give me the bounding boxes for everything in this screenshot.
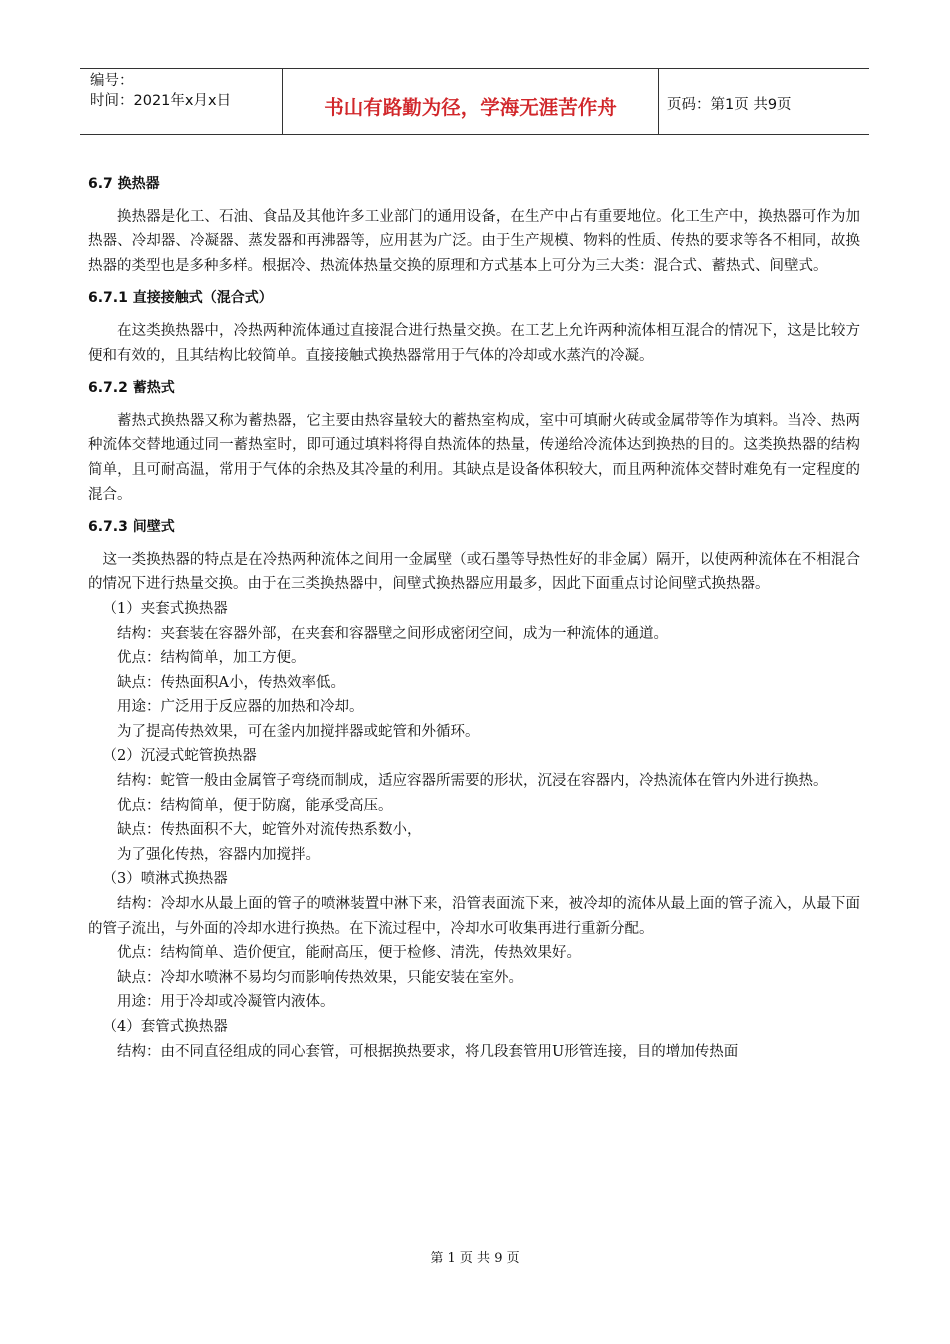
- item1-disadvantage: 缺点：传热面积A小，传热效率低。: [117, 674, 345, 691]
- subsection-title-673: 6.7.3 间壁式: [88, 519, 175, 536]
- header-motto: 书山有路勤为径，学海无涯苦作舟: [283, 69, 659, 134]
- page-footer: 第 1 页 共 9 页: [430, 1251, 520, 1266]
- subsection-text-672: 蓄热式换热器又称为蓄热器，它主要由热容量较大的蓄热室构成，室中可填耐火砖或金属带等作为填料。当冷、热两种流体交替地通过同一蓄热室时，即可通过填料将得自热流体的热量，传递给冷流体达到换热的目的。这类换热器的结构简单，且可耐高温，常用于气体的余热及其冷量的利用。其缺点是设备体积较大，而且两种流体交替时难免有一定程度的混合。: [88, 412, 860, 503]
- item2-structure: 结构：蛇管一般由金属管子弯绕而制成，适应容器所需要的形状，沉浸在容器内，冷热流体在管内外进行换热。: [117, 773, 828, 790]
- item3-structure: 结构：冷却水从最上面的管子的喷淋装置中淋下来，沿管表面流下来，被冷却的流体从最上面的管子流入，从最下面的管子流出，与外面的冷却水进行换热。在下流过程中，冷却水可收集再进行重新分配。: [88, 896, 860, 937]
- item4-title: （4）套管式换热器: [102, 1019, 228, 1035]
- subsection-intro-673: 这一类换热器的特点是在冷热两种流体之间用一金属壁（或石墨等导热性好的非金属）隔开，以使两种流体在不相混合的情况下进行热量交换。由于在三类换热器中，间壁式换热器应用最多，因此下面重点讨论间壁式换热器。: [88, 551, 860, 593]
- header-page-code: 页码：第1页 共9页: [667, 97, 792, 113]
- section-title: 6.7 换热器: [88, 176, 160, 192]
- subsection-title-671: 6.7.1 直接接触式（混合式）: [88, 290, 273, 307]
- item2-note: 为了强化传热，容器内加搅拌。: [117, 846, 320, 863]
- subsection-title-672: 6.7.2 蓄热式: [88, 380, 175, 397]
- item4-structure: 结构：由不同直径组成的同心套管，可根据换热要求，将几段套管用U形管连接，目的增加传热面: [117, 1043, 739, 1060]
- header-meta-cell: [80, 69, 283, 134]
- time-label: 时间：2021年x月x日: [90, 93, 232, 109]
- item3-advantage: 优点：结构简单、造价便宜，能耐高压，便于检修、清洗，传热效果好。: [117, 945, 581, 962]
- item1-usage: 用途：广泛用于反应器的加热和冷却。: [117, 699, 364, 716]
- item1-structure: 结构：夹套装在容器外部，在夹套和容器壁之间形成密闭空间，成为一种流体的通道。: [117, 625, 668, 642]
- item1-advantage: 优点：结构简单，加工方便。: [117, 650, 306, 667]
- item1-note: 为了提高传热效果，可在釜内加搅拌器或蛇管和外循环。: [117, 723, 480, 740]
- item3-title: （3）喷淋式换热器: [102, 871, 228, 888]
- item1-title: （1）夹套式换热器: [102, 600, 228, 617]
- subsection-text-671: 在这类换热器中，冷热两种流体通过直接混合进行热量交换。在工艺上允许两种流体相互混合的情况下，这是比较方便和有效的，且其结构比较简单。直接接触式换热器常用于气体的冷却或水蒸汽的冷凝。: [88, 322, 860, 364]
- section-intro: 换热器是化工、石油、食品及其他许多工业部门的通用设备，在生产中占有重要地位。化工生产中，换热器可作为加热器、冷却器、冷凝器、蒸发器和再沸器等，应用甚为广泛。由于生产规模、物料的性质、传热的要求等各不相同，故换热器的类型也是多种多样。根据冷、热流体热量交换的原理和方式基本上可分为三大类：混合式、蓄热式、间壁式。: [88, 208, 860, 274]
- item2-title: （2）沉浸式蛇管换热器: [102, 748, 257, 765]
- item3-disadvantage: 缺点：冷却水喷淋不易均匀而影响传热效果，只能安装在室外。: [117, 969, 523, 986]
- header-table: [80, 68, 869, 135]
- item3-usage: 用途：用于冷却或冷凝管内液体。: [117, 994, 335, 1011]
- number-label: 编号：: [90, 73, 134, 89]
- item2-disadvantage: 缺点：传热面积不大，蛇管外对流传热系数小，: [117, 822, 422, 839]
- document-body: [88, 172, 860, 1064]
- item2-advantage: 优点：结构简单，便于防腐，能承受高压。: [117, 797, 393, 814]
